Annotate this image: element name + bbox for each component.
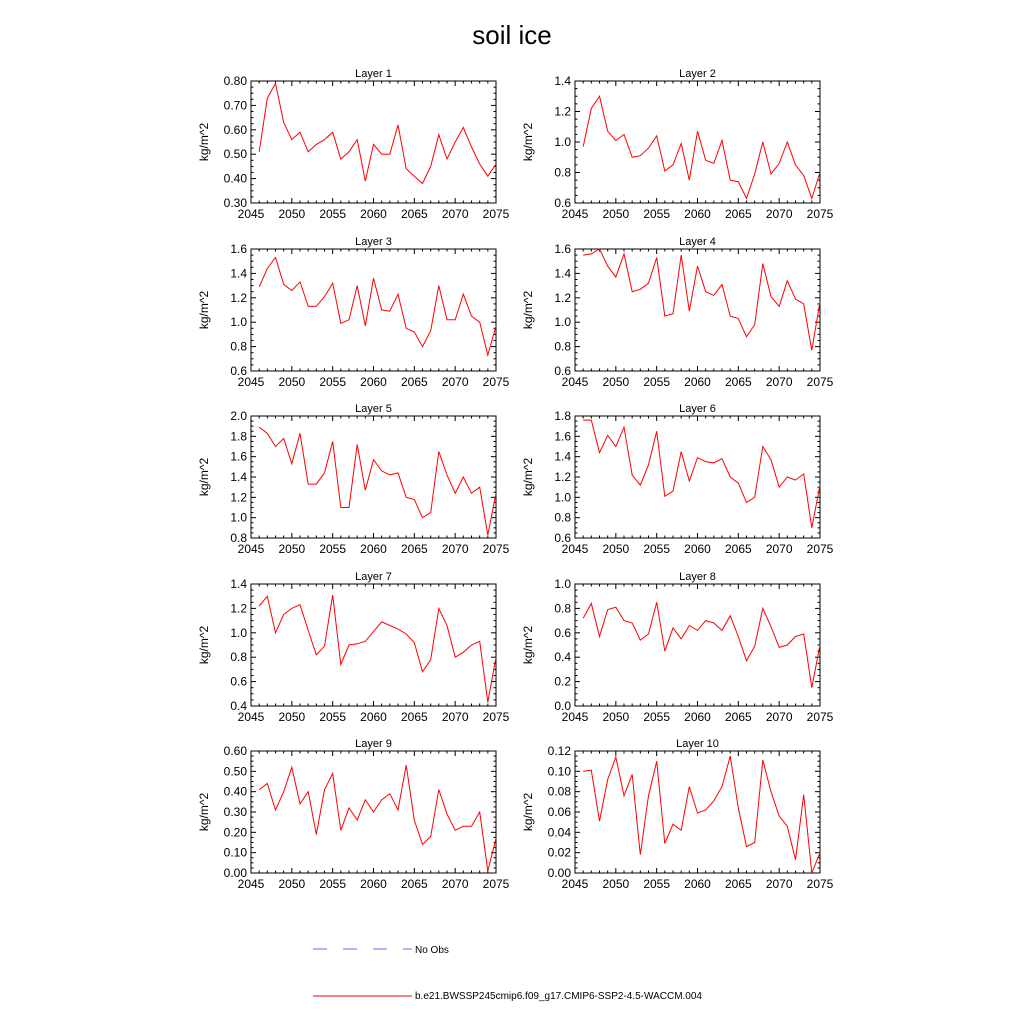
y-tick-label: 1.2 xyxy=(230,290,247,305)
y-tick-label: 0.6 xyxy=(554,364,571,378)
y-tick-label: 0.8 xyxy=(230,531,247,545)
y-tick-label: 1.2 xyxy=(230,490,247,505)
panel-layer-3 xyxy=(197,236,510,389)
x-tick-label: 2065 xyxy=(724,542,752,556)
x-tick-label: 2070 xyxy=(441,542,469,556)
x-tick-label: 2045 xyxy=(561,375,589,389)
x-tick-label: 2050 xyxy=(602,375,630,389)
y-tick-label: 2.0 xyxy=(230,409,247,423)
x-tick-label: 2045 xyxy=(237,375,265,389)
x-tick-label: 2075 xyxy=(482,542,510,556)
x-tick-label: 2065 xyxy=(724,710,752,724)
x-tick-label: 2070 xyxy=(765,207,793,221)
y-tick-label: 1.4 xyxy=(554,266,571,281)
y-tick-label: 1.8 xyxy=(230,429,247,444)
x-tick-label: 2060 xyxy=(360,375,387,389)
panel-title: Layer 6 xyxy=(679,403,716,415)
x-tick-label: 2045 xyxy=(237,710,265,724)
panel-title: Layer 2 xyxy=(679,68,716,80)
x-tick-label: 2055 xyxy=(643,375,671,389)
y-tick-label: 0.8 xyxy=(554,510,571,525)
x-tick-label: 2065 xyxy=(400,710,428,724)
x-tick-label: 2045 xyxy=(561,542,589,556)
x-tick-label: 2045 xyxy=(237,542,265,556)
panels xyxy=(197,68,834,891)
y-tick-label: 1.0 xyxy=(554,315,571,330)
x-tick-label: 2045 xyxy=(561,710,589,724)
y-tick-label: 0.40 xyxy=(223,171,247,186)
x-tick-label: 2060 xyxy=(684,207,711,221)
y-axis-label: kg/m^2 xyxy=(521,625,535,665)
y-tick-label: 0.0 xyxy=(554,699,571,713)
x-tick-label: 2075 xyxy=(482,375,510,389)
x-tick-label: 2060 xyxy=(684,375,711,389)
x-tick-label: 2065 xyxy=(400,375,428,389)
y-tick-label: 0.6 xyxy=(554,531,571,545)
series-line xyxy=(259,258,496,356)
x-tick-label: 2050 xyxy=(278,877,306,891)
panel-layer-10 xyxy=(521,738,834,891)
x-tick-label: 2075 xyxy=(806,542,834,556)
y-tick-label: 1.0 xyxy=(554,135,571,149)
series-line xyxy=(583,96,820,198)
x-tick-label: 2065 xyxy=(724,877,752,891)
panel-layer-4 xyxy=(521,236,834,389)
x-tick-label: 2055 xyxy=(643,207,671,221)
plot-frame xyxy=(575,416,820,538)
y-tick-label: 1.2 xyxy=(554,470,571,484)
y-tick-label: 0.12 xyxy=(547,744,571,758)
y-tick-label: 0.60 xyxy=(223,122,247,137)
y-tick-label: 1.2 xyxy=(554,290,571,305)
y-tick-label: 0.8 xyxy=(554,165,571,180)
panel-title: Layer 8 xyxy=(679,571,716,583)
y-axis-label: kg/m^2 xyxy=(197,122,211,162)
x-tick-label: 2060 xyxy=(684,877,711,891)
y-tick-label: 0.30 xyxy=(223,805,247,819)
x-tick-label: 2050 xyxy=(278,207,306,221)
x-tick-label: 2060 xyxy=(684,710,711,724)
x-tick-label: 2065 xyxy=(400,877,428,891)
x-tick-label: 2070 xyxy=(441,710,469,724)
x-tick-label: 2070 xyxy=(441,877,469,891)
y-tick-label: 0.40 xyxy=(223,784,247,799)
y-tick-label: 1.4 xyxy=(230,266,247,281)
x-tick-label: 2065 xyxy=(724,207,752,221)
series-line xyxy=(259,427,496,535)
x-tick-label: 2070 xyxy=(765,542,793,556)
y-tick-label: 0.8 xyxy=(230,650,247,665)
y-tick-label: 0.10 xyxy=(547,764,571,779)
panel-layer-2 xyxy=(521,68,834,221)
x-tick-label: 2050 xyxy=(602,877,630,891)
y-tick-label: 0.08 xyxy=(547,784,571,799)
y-tick-label: 0.4 xyxy=(554,650,571,665)
x-tick-label: 2050 xyxy=(278,710,306,724)
x-tick-label: 2055 xyxy=(643,542,671,556)
x-tick-label: 2055 xyxy=(643,710,671,724)
plot-frame xyxy=(575,584,820,706)
x-tick-label: 2065 xyxy=(400,207,428,221)
x-tick-label: 2045 xyxy=(561,207,589,221)
y-tick-label: 0.02 xyxy=(547,845,571,860)
y-tick-label: 1.2 xyxy=(230,601,247,616)
x-tick-label: 2050 xyxy=(602,207,630,221)
y-axis-label: kg/m^2 xyxy=(521,290,535,330)
plot-frame xyxy=(251,416,496,538)
y-tick-label: 0.10 xyxy=(223,845,247,860)
y-tick-label: 0.4 xyxy=(230,699,247,713)
y-tick-label: 1.0 xyxy=(230,315,247,330)
x-tick-label: 2055 xyxy=(319,710,347,724)
y-tick-label: 1.4 xyxy=(554,449,571,464)
x-tick-label: 2050 xyxy=(278,375,306,389)
y-tick-label: 0.80 xyxy=(223,74,247,88)
y-axis-label: kg/m^2 xyxy=(197,625,211,665)
panel-layer-1 xyxy=(197,68,510,221)
y-axis-label: kg/m^2 xyxy=(197,290,211,330)
x-tick-label: 2055 xyxy=(319,375,347,389)
x-tick-label: 2060 xyxy=(360,877,387,891)
y-tick-label: 1.0 xyxy=(554,577,571,591)
y-tick-label: 1.6 xyxy=(230,242,247,256)
x-tick-label: 2060 xyxy=(360,207,387,221)
x-tick-label: 2075 xyxy=(806,877,834,891)
y-tick-label: 0.00 xyxy=(547,866,571,880)
y-axis-label: kg/m^2 xyxy=(521,457,535,497)
y-tick-label: 1.0 xyxy=(230,510,247,525)
y-tick-label: 1.6 xyxy=(230,449,247,464)
series-line xyxy=(583,602,820,687)
figure-title: soil ice xyxy=(472,20,552,50)
series-line xyxy=(259,765,496,871)
panel-title: Layer 5 xyxy=(355,403,392,415)
x-tick-label: 2045 xyxy=(561,877,589,891)
x-tick-label: 2050 xyxy=(278,542,306,556)
y-tick-label: 0.2 xyxy=(554,674,571,689)
x-tick-label: 2070 xyxy=(441,207,469,221)
y-tick-label: 0.8 xyxy=(554,601,571,616)
plot-frame xyxy=(251,249,496,371)
x-tick-label: 2060 xyxy=(360,710,387,724)
x-tick-label: 2075 xyxy=(482,710,510,724)
panel-layer-6 xyxy=(521,403,834,556)
x-tick-label: 2050 xyxy=(602,542,630,556)
y-tick-label: 0.8 xyxy=(554,339,571,354)
series-line xyxy=(259,595,496,702)
y-tick-label: 1.2 xyxy=(554,104,571,119)
series-line xyxy=(259,83,496,183)
y-tick-label: 0.50 xyxy=(223,764,247,779)
legend xyxy=(313,945,702,1002)
panel-layer-5 xyxy=(197,403,510,556)
x-tick-label: 2055 xyxy=(319,542,347,556)
panel-title: Layer 10 xyxy=(676,738,719,750)
x-tick-label: 2075 xyxy=(806,207,834,221)
y-tick-label: 0.60 xyxy=(223,744,247,758)
x-tick-label: 2060 xyxy=(360,542,387,556)
y-axis-label: kg/m^2 xyxy=(521,792,535,832)
plot-frame xyxy=(575,81,820,203)
panel-title: Layer 1 xyxy=(355,68,392,80)
y-tick-label: 0.8 xyxy=(230,339,247,354)
x-tick-label: 2045 xyxy=(237,877,265,891)
y-tick-label: 0.6 xyxy=(230,364,247,378)
y-tick-label: 0.50 xyxy=(223,147,247,162)
y-tick-label: 0.20 xyxy=(223,825,247,840)
x-tick-label: 2045 xyxy=(237,207,265,221)
panel-layer-8 xyxy=(521,571,834,724)
x-tick-label: 2070 xyxy=(765,877,793,891)
y-tick-label: 1.6 xyxy=(554,429,571,444)
panel-layer-7 xyxy=(197,571,510,724)
x-tick-label: 2075 xyxy=(482,877,510,891)
x-tick-label: 2065 xyxy=(724,375,752,389)
x-tick-label: 2055 xyxy=(319,207,347,221)
y-tick-label: 1.0 xyxy=(554,490,571,505)
x-tick-label: 2055 xyxy=(643,877,671,891)
y-tick-label: 0.04 xyxy=(547,825,571,840)
y-tick-label: 1.4 xyxy=(230,577,247,591)
x-tick-label: 2070 xyxy=(765,710,793,724)
y-tick-label: 1.4 xyxy=(554,74,571,88)
x-tick-label: 2070 xyxy=(765,375,793,389)
y-axis-label: kg/m^2 xyxy=(197,457,211,497)
x-tick-label: 2060 xyxy=(684,542,711,556)
panel-title: Layer 7 xyxy=(355,571,392,583)
x-tick-label: 2050 xyxy=(602,710,630,724)
y-tick-label: 0.30 xyxy=(223,196,247,210)
x-tick-label: 2075 xyxy=(482,207,510,221)
y-tick-label: 0.00 xyxy=(223,866,247,880)
panel-title: Layer 4 xyxy=(679,236,716,248)
x-tick-label: 2070 xyxy=(441,375,469,389)
x-tick-label: 2055 xyxy=(319,877,347,891)
panel-title: Layer 9 xyxy=(355,738,392,750)
y-tick-label: 0.70 xyxy=(223,98,247,113)
x-tick-label: 2075 xyxy=(806,375,834,389)
y-axis-label: kg/m^2 xyxy=(521,122,535,162)
series-line xyxy=(583,420,820,528)
y-tick-label: 0.6 xyxy=(554,625,571,640)
series-line xyxy=(583,249,820,350)
y-tick-label: 1.6 xyxy=(554,242,571,256)
plot-frame xyxy=(251,584,496,706)
legend-obs-label: No Obs xyxy=(415,945,449,956)
y-axis-label: kg/m^2 xyxy=(197,792,211,832)
x-tick-label: 2075 xyxy=(806,710,834,724)
y-tick-label: 1.8 xyxy=(554,409,571,423)
y-tick-label: 0.06 xyxy=(547,805,571,819)
panel-title: Layer 3 xyxy=(355,236,392,248)
x-tick-label: 2065 xyxy=(400,542,428,556)
series-line xyxy=(583,756,820,873)
panel-layer-9 xyxy=(197,738,510,891)
plot-frame xyxy=(251,81,496,203)
y-tick-label: 0.6 xyxy=(554,196,571,210)
y-tick-label: 0.6 xyxy=(230,674,247,689)
y-tick-label: 1.0 xyxy=(230,625,247,640)
y-tick-label: 1.4 xyxy=(230,470,247,484)
legend-model-label: b.e21.BWSSP245cmip6.f09_g17.CMIP6-SSP2-4.5-WACCM.004 xyxy=(415,991,702,1002)
